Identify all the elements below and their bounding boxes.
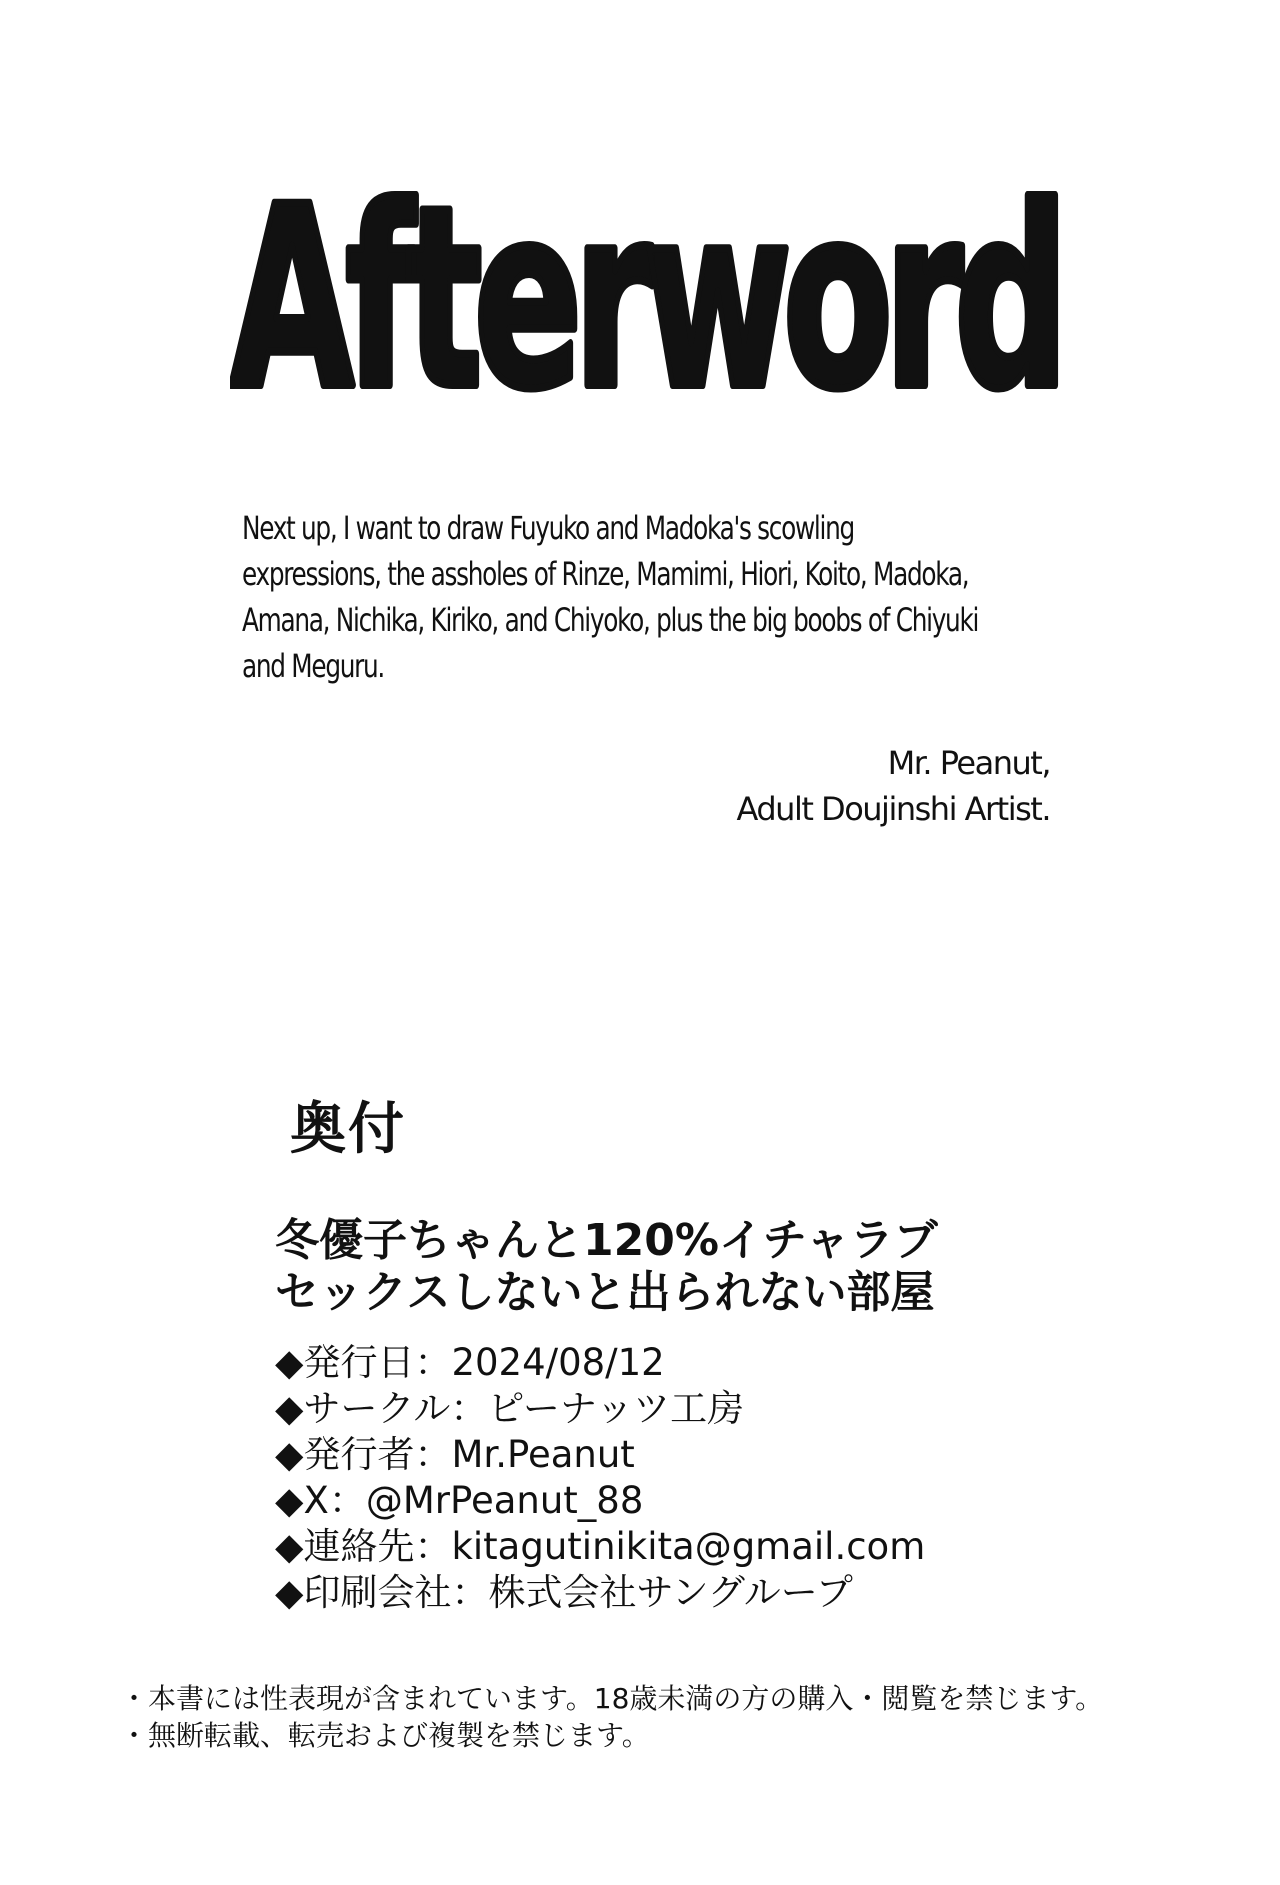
book-title-line: セックスしないと出られない部屋: [275, 1267, 935, 1318]
detail-contact: [275, 1524, 925, 1570]
afterword-title: [230, 130, 1060, 460]
notice-age-restriction: ・本書には性表現が含まれています。18歳未満の方の購入・閲覧を禁じます。: [120, 1682, 1104, 1715]
diamond-bullet-icon: ◆: [275, 1341, 304, 1384]
signature-name: Mr. Peanut,: [887, 744, 1050, 782]
colophon-details: [275, 1340, 925, 1616]
detail-text: 連絡先：kitagutinikita@gmail.com: [303, 1525, 926, 1568]
detail-text: 発行日：2024/08/12: [303, 1341, 665, 1384]
detail-text: サークル：ピーナッツ工房: [303, 1387, 745, 1430]
afterword-body: [242, 505, 979, 689]
colophon-heading: 奥付: [290, 1097, 406, 1162]
detail-text: 発行者：Mr.Peanut: [303, 1433, 635, 1476]
signature-role: Adult Doujinshi Artist.: [736, 790, 1050, 828]
diamond-bullet-icon: ◆: [275, 1387, 304, 1430]
book-title-line: 冬優子ちゃんと120%イチャラブ: [275, 1215, 938, 1266]
diamond-bullet-icon: ◆: [275, 1479, 304, 1522]
detail-x-account: [275, 1478, 925, 1524]
signature: [737, 740, 1050, 832]
afterword-body-line: expressions, the assholes of Rinze, Mamimi, Hiori, Koito, Madoka,: [242, 555, 969, 593]
detail-printer: [275, 1570, 925, 1616]
detail-circle: [275, 1386, 925, 1432]
diamond-bullet-icon: ◆: [275, 1571, 304, 1614]
detail-publish-date: [275, 1340, 925, 1386]
detail-text: 印刷会社：株式会社サングループ: [303, 1571, 853, 1614]
book-title: [275, 1215, 938, 1319]
diamond-bullet-icon: ◆: [275, 1525, 304, 1568]
detail-publisher: [275, 1432, 925, 1478]
detail-text: X：@MrPeanut_88: [303, 1479, 644, 1522]
afterword-body-line: Amana, Nichika, Kiriko, and Chiyoko, plus the big boobs of Chiyuki: [242, 601, 979, 639]
afterword-body-line: Next up, I want to draw Fuyuko and Madoka's scowling: [242, 509, 854, 547]
afterword-body-line: and Meguru.: [242, 647, 385, 685]
diamond-bullet-icon: ◆: [275, 1433, 304, 1476]
afterword-title-text: Afterword: [230, 153, 1060, 444]
notice-no-reproduction: ・無断転載、転売および複製を禁じます。: [120, 1719, 650, 1752]
notices: [120, 1680, 1103, 1754]
afterword-title-lettering: [230, 130, 1060, 460]
